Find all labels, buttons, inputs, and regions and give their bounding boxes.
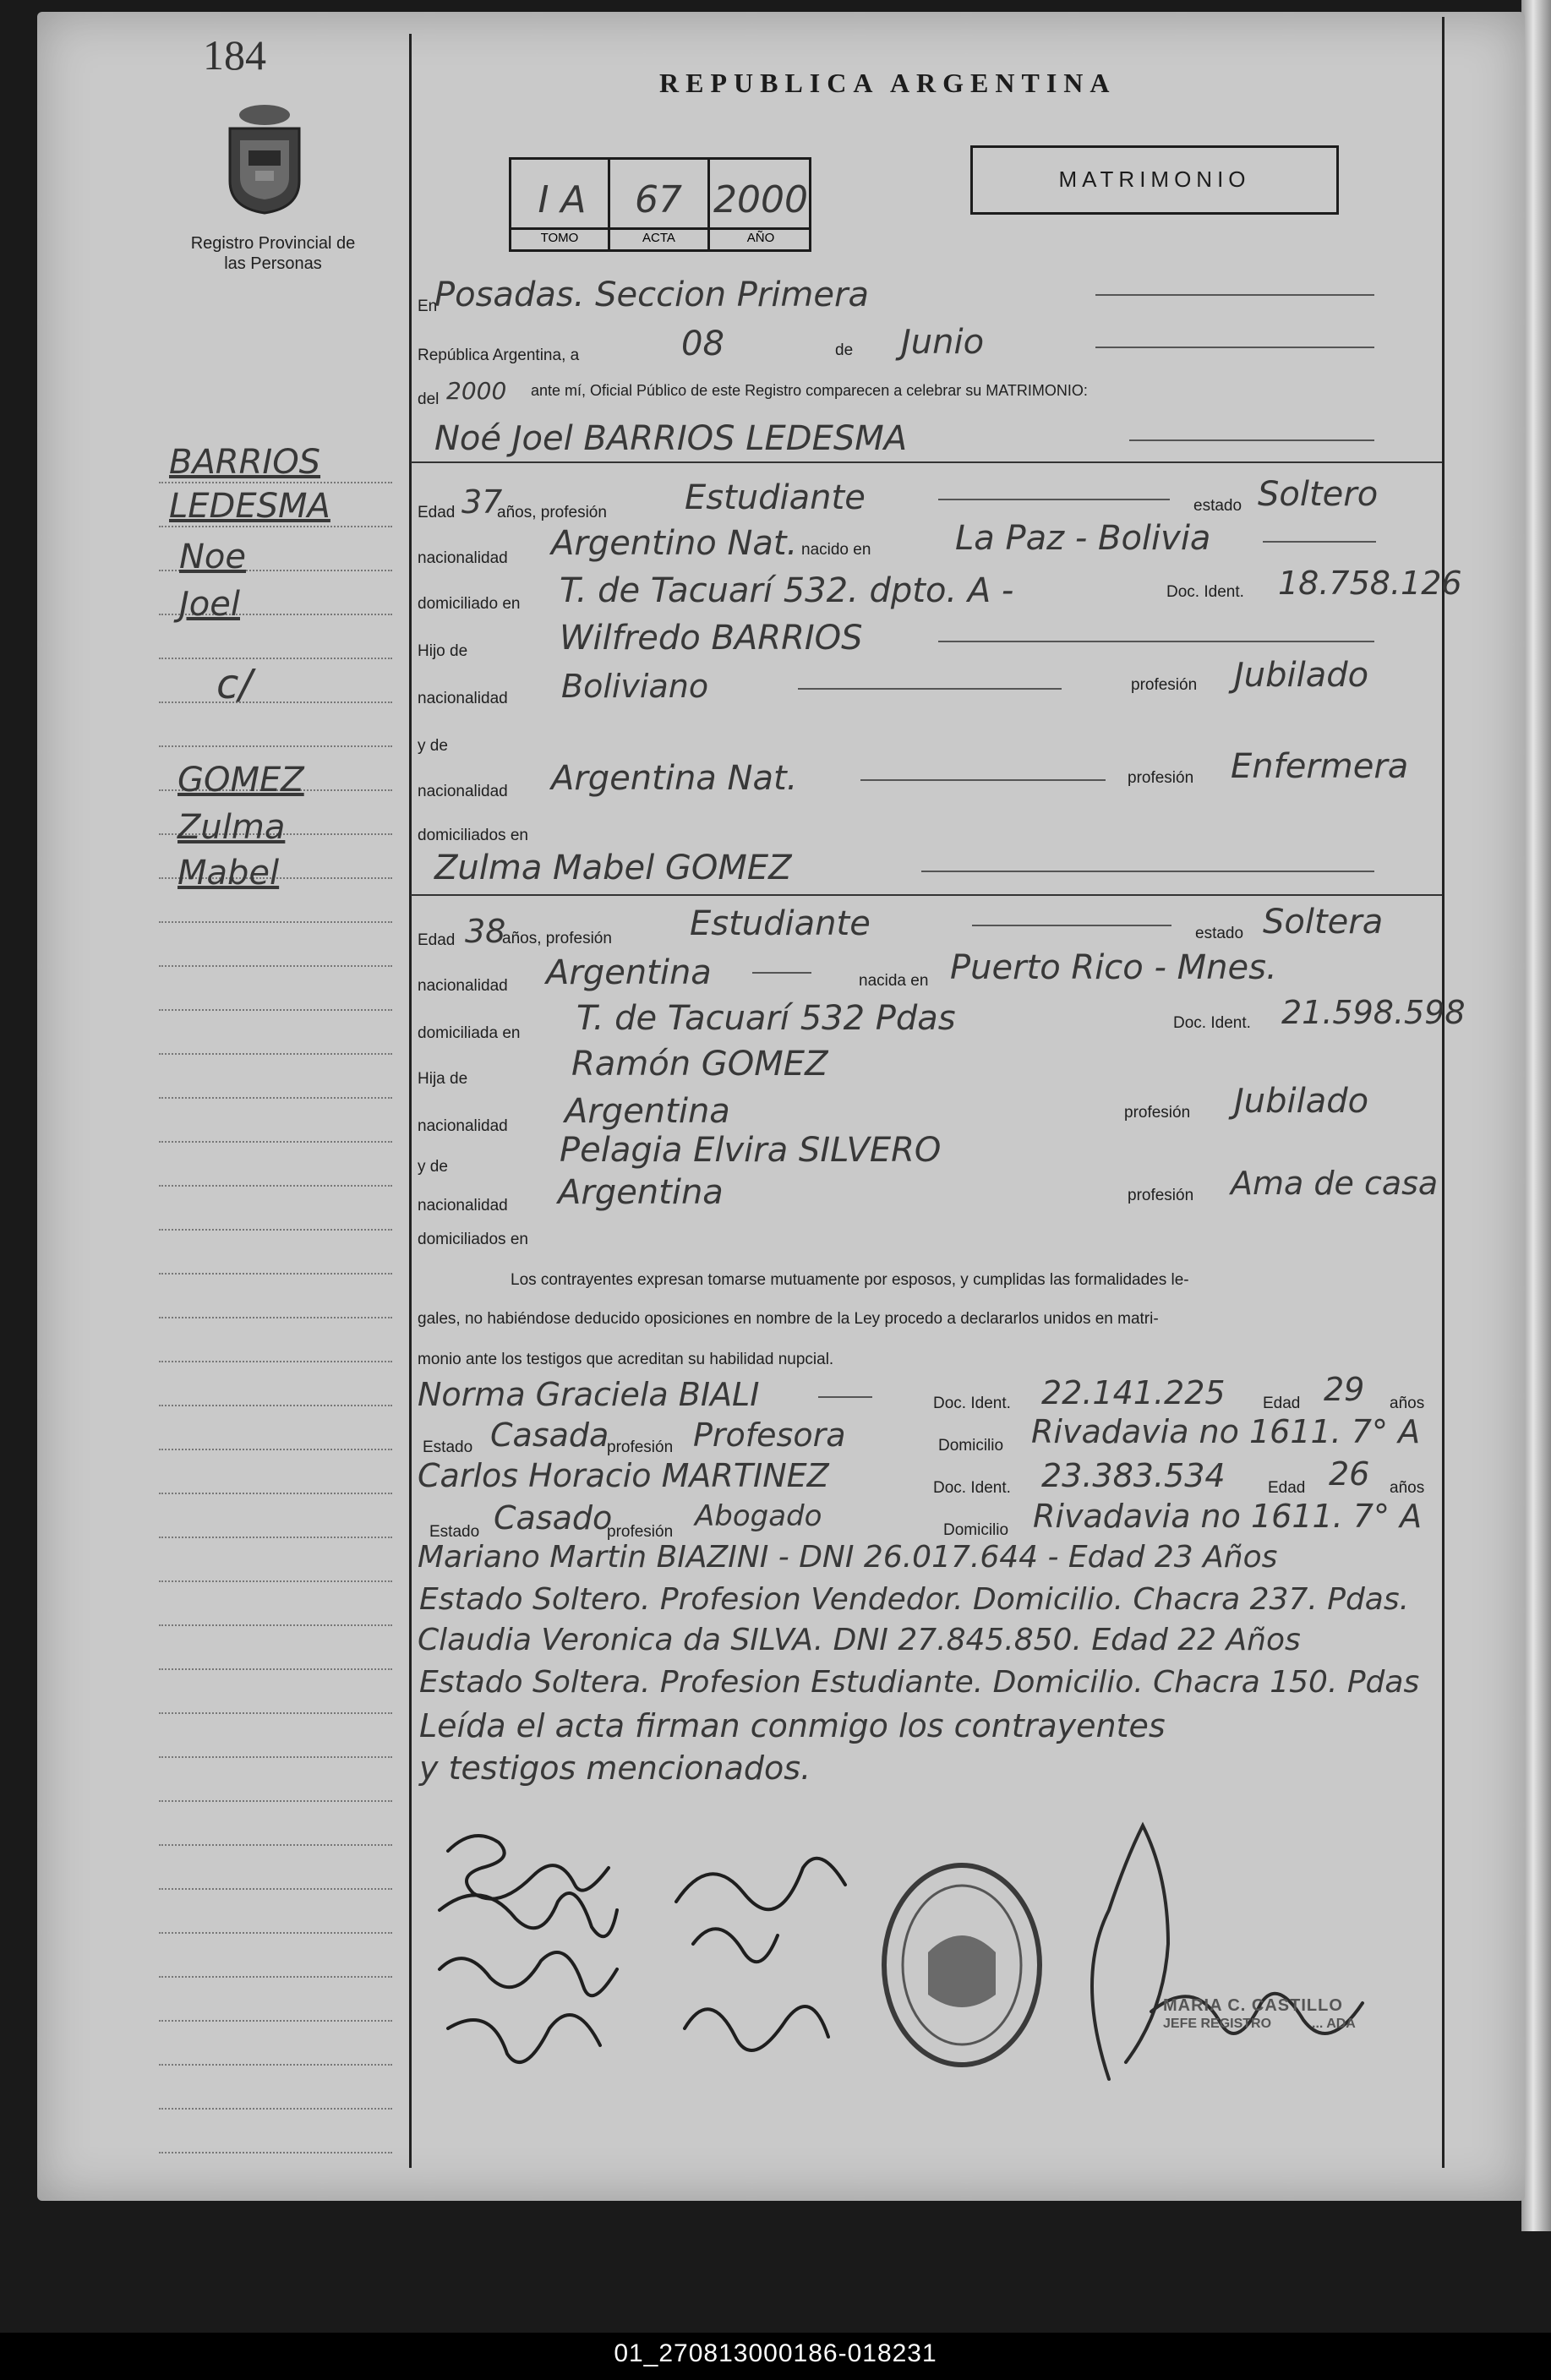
margin-bride-name-1: Zulma [177, 808, 286, 847]
witness1-status: Casada [490, 1417, 609, 1454]
witness2-estado-label: Estado [429, 1523, 480, 1541]
witness1-edad-label: Edad [1263, 1395, 1301, 1412]
witness2-doc-label: Doc. Ident. [933, 1479, 1011, 1497]
bride-mother-nationality: Argentina [558, 1173, 724, 1212]
groom-nacido-label: nacido en [801, 541, 871, 559]
witness2-profesion-label: profesión [607, 1523, 674, 1541]
extra-witness-line-2: Estado Soltero. Profesion Vendedor. Domicilio. Chacra 237. Pdas. [419, 1582, 1410, 1617]
del-label: del [418, 390, 440, 408]
witness2-address: Rivadavia no 1611. 7° A [1033, 1498, 1423, 1535]
groom-age: 37 [461, 483, 503, 521]
margin-connector: c/ [216, 661, 253, 708]
witness1-profesion-label: profesión [607, 1438, 674, 1456]
groom-profesion-label: años, profesión [497, 504, 607, 521]
appearance-statement: ante mí, Oficial Público de este Registro comparecen a celebrar su MATRIMONIO: [531, 382, 1088, 399]
bride-edad-label: Edad [418, 931, 456, 949]
stamp-text-2: JEFE REGISTRO [1163, 2017, 1272, 2031]
margin-bride-surname: GOMEZ [177, 761, 304, 800]
bride-mother-prof-label: profesión [1128, 1187, 1194, 1204]
stamp-text-3: ... ADA [1312, 2017, 1356, 2031]
bride-profession: Estudiante [690, 904, 871, 943]
bride-father: Ramón GOMEZ [571, 1045, 828, 1084]
official-seal [877, 1859, 1046, 2071]
witness1-anos-label: años [1390, 1395, 1425, 1412]
republica-label: República Argentina, a [418, 347, 580, 364]
declaration-line-3: monio ante los testigos que acreditan su habilidad nupcial. [418, 1351, 834, 1368]
groom-estado-label: estado [1193, 497, 1242, 515]
groom-father-nat-label: nacionalidad [418, 690, 508, 707]
witness2-status: Casado [494, 1499, 613, 1537]
witness2-age: 26 [1329, 1455, 1370, 1493]
groom-father-prof-label: profesión [1131, 676, 1198, 694]
place-value: Posadas. Seccion Primera [434, 276, 869, 314]
groom-mother-label: y de [418, 737, 448, 755]
witness2-edad-label: Edad [1268, 1479, 1306, 1497]
bride-estado-label: estado [1195, 925, 1244, 942]
declaration-line-1: Los contrayentes expresan tomarse mutuamente por esposos, y cumplidas las formalidades le- [511, 1271, 1189, 1289]
page-number: 184 [203, 31, 266, 79]
bride-nationality: Argentina [546, 953, 712, 992]
ano-label: AÑO [746, 231, 775, 245]
witness1-profession: Profesora [693, 1417, 846, 1454]
witness1-doc: 22.141.225 [1041, 1374, 1226, 1411]
year-value: 2000 [446, 377, 507, 405]
witness1-address: Rivadavia no 1611. 7° A [1031, 1413, 1421, 1450]
official-signature [1058, 1809, 1413, 2088]
bride-profesion-label: años, profesión [502, 930, 612, 947]
acta-value: 67 [635, 178, 682, 221]
book-edge [1521, 0, 1551, 2231]
country-heading: REPUBLICA ARGENTINA [659, 68, 1117, 98]
provincial-coat-of-arms [221, 100, 308, 215]
stamp-text-1: MARIA C. CASTILLO [1163, 1996, 1343, 2015]
closing-line-2: y testigos mencionados. [419, 1750, 811, 1787]
groom-edad-label: Edad [418, 504, 456, 521]
bride-age: 38 [465, 913, 506, 950]
bride-father-profession: Jubilado [1234, 1082, 1369, 1121]
closing-line-1: Leída el acta firman conmigo los contrayentes [419, 1707, 1166, 1744]
bride-father-nationality: Argentina [565, 1092, 730, 1131]
bride-status: Soltera [1263, 903, 1384, 942]
groom-father-profession: Jubilado [1234, 656, 1369, 695]
witness1-estado-label: Estado [423, 1438, 473, 1456]
bride-domiciliada-label: domiciliada en [418, 1024, 521, 1042]
bride-address: T. de Tacuarí 532 Pdas [576, 999, 956, 1038]
groom-father-nationality: Boliviano [561, 668, 709, 705]
registry-name: Registro Provincial de las Personas [190, 234, 356, 273]
margin-bride-name-2: Mabel [177, 854, 280, 892]
groom-domiciliado-label: domiciliado en [418, 595, 521, 613]
groom-doc: 18.758.126 [1278, 565, 1462, 602]
witness1-name: Norma Graciela BIALI [418, 1376, 760, 1413]
groom-father-label: Hijo de [418, 642, 468, 660]
de-label: de [835, 341, 854, 359]
groom-mother-prof-label: profesión [1128, 769, 1194, 787]
bride-nacionalidad-label: nacionalidad [418, 977, 508, 995]
bride-mother-profession: Ama de casa [1231, 1165, 1439, 1202]
extra-witness-line-3: Claudia Veronica da SILVA. DNI 27.845.850. Edad 22 Años [418, 1623, 1301, 1657]
bride-nacida-label: nacida en [859, 972, 929, 990]
act-type-label: MATRIMONIO [1058, 166, 1251, 192]
witness1-domicilio-label: Domicilio [938, 1437, 1004, 1455]
witness2-profession: Abogado [695, 1499, 822, 1533]
tomo-label: TOMO [540, 231, 579, 245]
groom-parents-address-label: domiciliados en [418, 827, 528, 844]
groom-profession: Estudiante [685, 478, 866, 517]
bride-father-prof-label: profesión [1124, 1104, 1191, 1122]
left-column-border [409, 34, 412, 2168]
en-label: En [418, 298, 438, 315]
day-value: 08 [681, 325, 724, 363]
bride-parents-address-label: domiciliados en [418, 1231, 528, 1248]
bride-mother: Pelagia Elvira SILVERO [560, 1131, 942, 1170]
witness2-doc: 23.383.534 [1041, 1457, 1226, 1494]
bride-mother-label: y de [418, 1158, 448, 1176]
groom-nacionalidad-label: nacionalidad [418, 549, 508, 567]
witness1-doc-label: Doc. Ident. [933, 1395, 1011, 1412]
groom-mother-nat-label: nacionalidad [418, 783, 508, 800]
bride-birthplace: Puerto Rico - Mnes. [950, 948, 1277, 987]
month-value: Junio [901, 323, 985, 362]
declaration-line-2: gales, no habiéndose deducido oposiciones en nombre de la Ley procedo a declararlos unidos en matri- [418, 1310, 1159, 1328]
bride-father-label: Hija de [418, 1070, 468, 1088]
groom-nationality: Argentino Nat. [551, 524, 798, 563]
tomo-value: I A [538, 178, 587, 221]
groom-address: T. de Tacuarí 532. dpto. A - [560, 571, 1014, 610]
bride-doc-label: Doc. Ident. [1173, 1014, 1251, 1032]
margin-groom-surname-2: LEDESMA [169, 487, 330, 526]
groom-status: Soltero [1258, 475, 1379, 514]
bride-father-nat-label: nacionalidad [418, 1117, 508, 1135]
witness1-age: 29 [1324, 1371, 1365, 1408]
groom-father: Wilfredo BARRIOS [560, 619, 863, 658]
bride-mother-nat-label: nacionalidad [418, 1197, 508, 1215]
groom-mother-profession: Enfermera [1231, 747, 1409, 786]
act-reference-box [509, 157, 811, 252]
bride-name: Zulma Mabel GOMEZ [434, 849, 792, 887]
acta-label: ACTA [642, 231, 675, 245]
groom-doc-label: Doc. Ident. [1166, 583, 1244, 601]
bride-doc: 21.598.598 [1281, 994, 1466, 1031]
witness2-domicilio-label: Domicilio [943, 1521, 1009, 1539]
groom-birthplace: La Paz - Bolivia [955, 519, 1211, 558]
witness2-name: Carlos Horacio MARTINEZ [418, 1457, 829, 1494]
margin-groom-name-2: Joel [179, 585, 240, 624]
extra-witness-line-1: Mariano Martin BIAZINI - DNI 26.017.644 - Edad 23 Años [418, 1540, 1278, 1575]
extra-witness-line-4: Estado Soltera. Profesion Estudiante. Domicilio. Chacra 150. Pdas [419, 1665, 1420, 1700]
margin-groom-surname-1: BARRIOS [169, 443, 321, 482]
image-identifier: 01_270813000186-018231 [614, 2339, 937, 2367]
contracting-party-signatures [423, 1817, 896, 2096]
witness2-anos-label: años [1390, 1479, 1425, 1497]
act-type-box [970, 145, 1339, 215]
groom-name: Noé Joel BARRIOS LEDESMA [434, 419, 908, 458]
groom-mother-nationality: Argentina Nat. [551, 759, 798, 798]
margin-groom-name-1: Noe [179, 538, 247, 576]
ano-value: 2000 [713, 178, 808, 221]
right-column-border [1442, 17, 1445, 2168]
